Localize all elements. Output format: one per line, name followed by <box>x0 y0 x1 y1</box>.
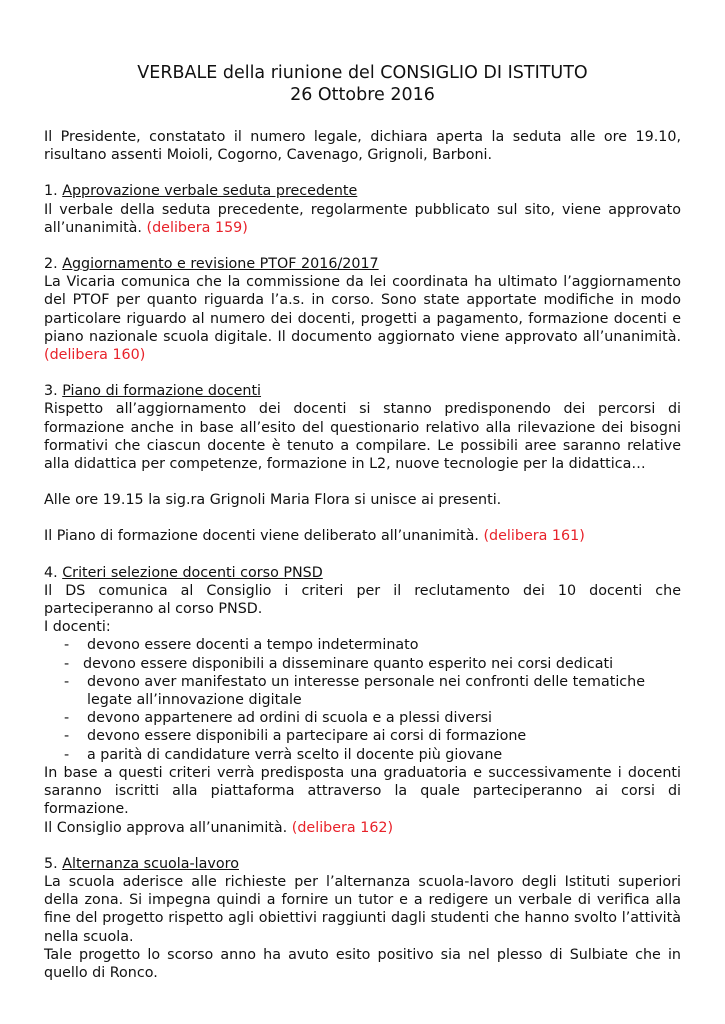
list-item <box>44 655 681 673</box>
section-5-text-2: Tale progetto lo scorso anno ha avuto esito positivo sia nel plesso di Sulbiate che in quello di Ronco. <box>44 946 681 981</box>
delibera-161: (delibera 161) <box>483 528 585 545</box>
section-1-number: 1. <box>44 183 58 200</box>
dash-marker: - <box>64 655 70 672</box>
list-item-text: a parità di candidature verrà scelto il docente più giovane <box>87 746 503 763</box>
section-4-text: Il DS comunica al Consiglio i criteri per il reclutamento dei 10 docenti che parteciperanno al corso PNSD. <box>44 582 681 618</box>
document-title <box>44 62 681 106</box>
section-3-approval <box>44 527 681 545</box>
title-date: 26 Ottobre 2016 <box>290 85 435 105</box>
dash-marker: - <box>64 637 70 654</box>
list-item-text: devono essere docenti a tempo indeterminato <box>87 637 419 654</box>
section-3-title: Piano di formazione docenti <box>62 383 262 400</box>
list-item <box>44 746 681 764</box>
section-5-number: 5. <box>44 855 58 872</box>
section-3-text: Rispetto all’aggiornamento dei docenti si stanno predisponendo dei percorsi di formazione anche in base all’esito del questionario relativo alla rilevazione dei bisogni formativi che ciascun docente è tenuto a compilare. Le possibili aree saranno relative alla didattica per competenze, formazione in L2, nuove tecnologie per la didattica… <box>44 401 681 473</box>
delibera-162: (delibera 162) <box>291 819 394 836</box>
list-item-text: devono essere disponibili a partecipare ai corsi di formazione <box>87 728 527 745</box>
section-4-list-intro: I docenti: <box>44 619 111 636</box>
section-2-heading <box>44 255 681 273</box>
section-2-body: La Vicaria comunica che la commissione da lei coordinata ha ultimato l’aggiornamento del PTOF per quanto riguarda l’a.s. in corso. Sono state apportate modifiche in modo particolare riguardo al numero dei docenti, progetti a pagamento, formazione docenti e piano nazionale scuola digitale. Il documento aggiornato viene approvato all’unanimità. <box>44 274 681 345</box>
section-4-heading <box>44 564 681 582</box>
document-page <box>44 0 681 982</box>
section-5-heading <box>44 855 681 873</box>
delibera-159: (delibera 159) <box>146 219 248 236</box>
section-2-text <box>44 273 681 364</box>
section-4-number: 4. <box>44 564 58 581</box>
section-2-title: Aggiornamento e revisione PTOF 2016/2017 <box>62 256 379 273</box>
section-4-title: Criteri selezione docenti corso PNSD <box>62 564 323 581</box>
section-1-heading <box>44 182 681 200</box>
list-item <box>44 709 681 727</box>
list-item <box>44 727 681 745</box>
section-4-approval-text: Il Consiglio approva all’unanimità. <box>44 819 288 836</box>
section-5-text: La scuola aderisce alle richieste per l’alternanza scuola-lavoro degli Istituti superiori della zona. Si impegna quindi a fornire un tutor e a redigere un verbale di verifica alla fine del progetto rispetto agli obiettivi raggiunti dagli studenti che hanno svolto l’attività nella scuola. <box>44 873 681 945</box>
list-item-text: devono essere disponibili a disseminare quanto esperito nei corsi dedicati <box>83 655 614 672</box>
list-item-text: devono aver manifestato un interesse personale nei confronti delle tematiche legate all’innovazione digitale <box>87 673 646 709</box>
section-3-approval-text: Il Piano di formazione docenti viene deliberato all’unanimità. <box>44 528 479 545</box>
section-3-heading <box>44 382 681 400</box>
delibera-160: (delibera 160) <box>44 347 146 364</box>
list-item-text: devono appartenere ad ordini di scuola e a plessi diversi <box>87 710 493 727</box>
intro-paragraph: Il Presidente, constatato il numero legale, dichiara aperta la seduta alle ore 19.10, risultano assenti Moioli, Cogorno, Cavenago, Grignoli, Barboni. <box>44 129 681 164</box>
section-4-after: In base a questi criteri verrà predisposta una graduatoria e successivamente i docenti saranno iscritti alla piattaforma attraverso la quale parteciperanno ai corsi di formazione. <box>44 764 681 818</box>
section-1-title: Approvazione verbale seduta precedente <box>62 183 358 200</box>
dash-marker: - <box>64 728 70 745</box>
section-3-note: Alle ore 19.15 la sig.ra Grignoli Maria Flora si unisce ai presenti. <box>44 492 502 509</box>
list-item <box>44 673 681 709</box>
section-4-approval <box>44 819 681 837</box>
list-item <box>44 636 681 654</box>
dash-marker: - <box>64 673 70 690</box>
dash-marker: - <box>64 746 70 763</box>
section-3-number: 3. <box>44 383 58 400</box>
section-5-title: Alternanza scuola-lavoro <box>62 855 239 872</box>
section-2-number: 2. <box>44 256 58 273</box>
title-line-1: VERBALE della riunione del CONSIGLIO DI ISTITUTO <box>137 63 588 83</box>
criteria-list <box>44 636 681 763</box>
dash-marker: - <box>64 710 70 727</box>
section-1-body: Il verbale della seduta precedente, regolarmente pubblicato sul sito, viene approvato all’unanimità. <box>44 201 681 236</box>
section-1-text <box>44 201 681 237</box>
